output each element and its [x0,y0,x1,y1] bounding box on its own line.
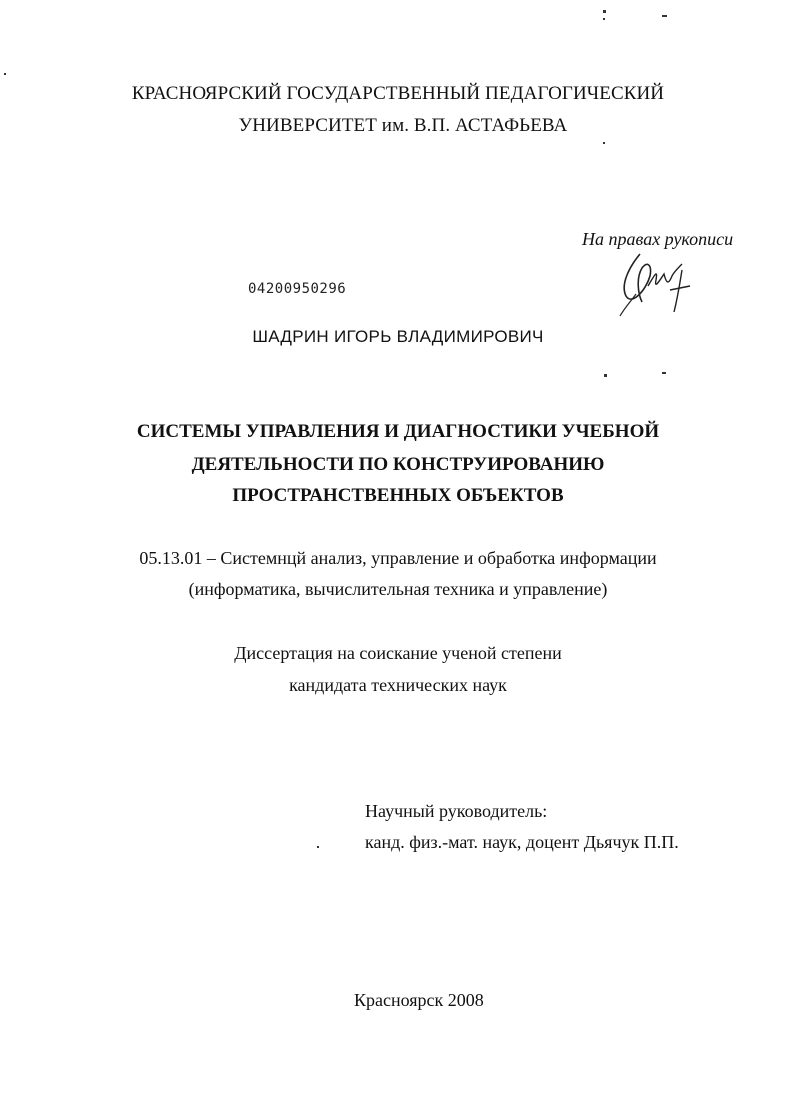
author-name: ШАДРИН ИГОРЬ ВЛАДИМИРОВИЧ [252,327,544,346]
university-line-1: КРАСНОЯРСКИЙ ГОСУДАРСТВЕННЫЙ ПЕДАГОГИЧЕСКИЙ [131,83,665,104]
scan-speck [603,10,606,13]
scan-speck [603,18,605,20]
scan-speck [603,142,605,144]
manuscript-note: На правах рукописи [582,229,734,249]
dissertation-line-2: кандидата технических наук [289,675,507,695]
dissertation-line-1: Диссертация на соискание ученой степени [234,643,562,663]
title-line-3: ПРОСТРАНСТВЕННЫХ ОБЪЕКТОВ [232,485,564,506]
title-line-1: СИСТЕМЫ УПРАВЛЕНИЯ И ДИАГНОСТИКИ УЧЕБНОЙ [136,421,660,442]
university-line-2: УНИВЕРСИТЕТ им. В.П. АСТАФЬЕВА [238,115,568,136]
specialty-line-2: (информатика, вычислительная техника и управление) [188,579,608,599]
title-line-2: ДЕЯТЕЛЬНОСТИ ПО КОНСТРУИРОВАНИЮ [191,454,605,475]
scan-speck [604,374,607,377]
supervisor-label: Научный руководитель: [365,801,548,821]
city-year: Красноярск 2008 [354,990,484,1010]
specialty-line-1: 05.13.01 – Системнцй анализ, управление и обработка информации [139,548,657,568]
signature-icon [612,246,702,318]
scan-speck [4,73,6,75]
registration-number: 04200950296 [248,281,347,297]
scan-speck [662,372,666,374]
scan-speck [317,846,319,848]
supervisor-name: канд. физ.-мат. наук, доцент Дьячук П.П. [365,832,679,852]
scan-speck [662,15,667,17]
